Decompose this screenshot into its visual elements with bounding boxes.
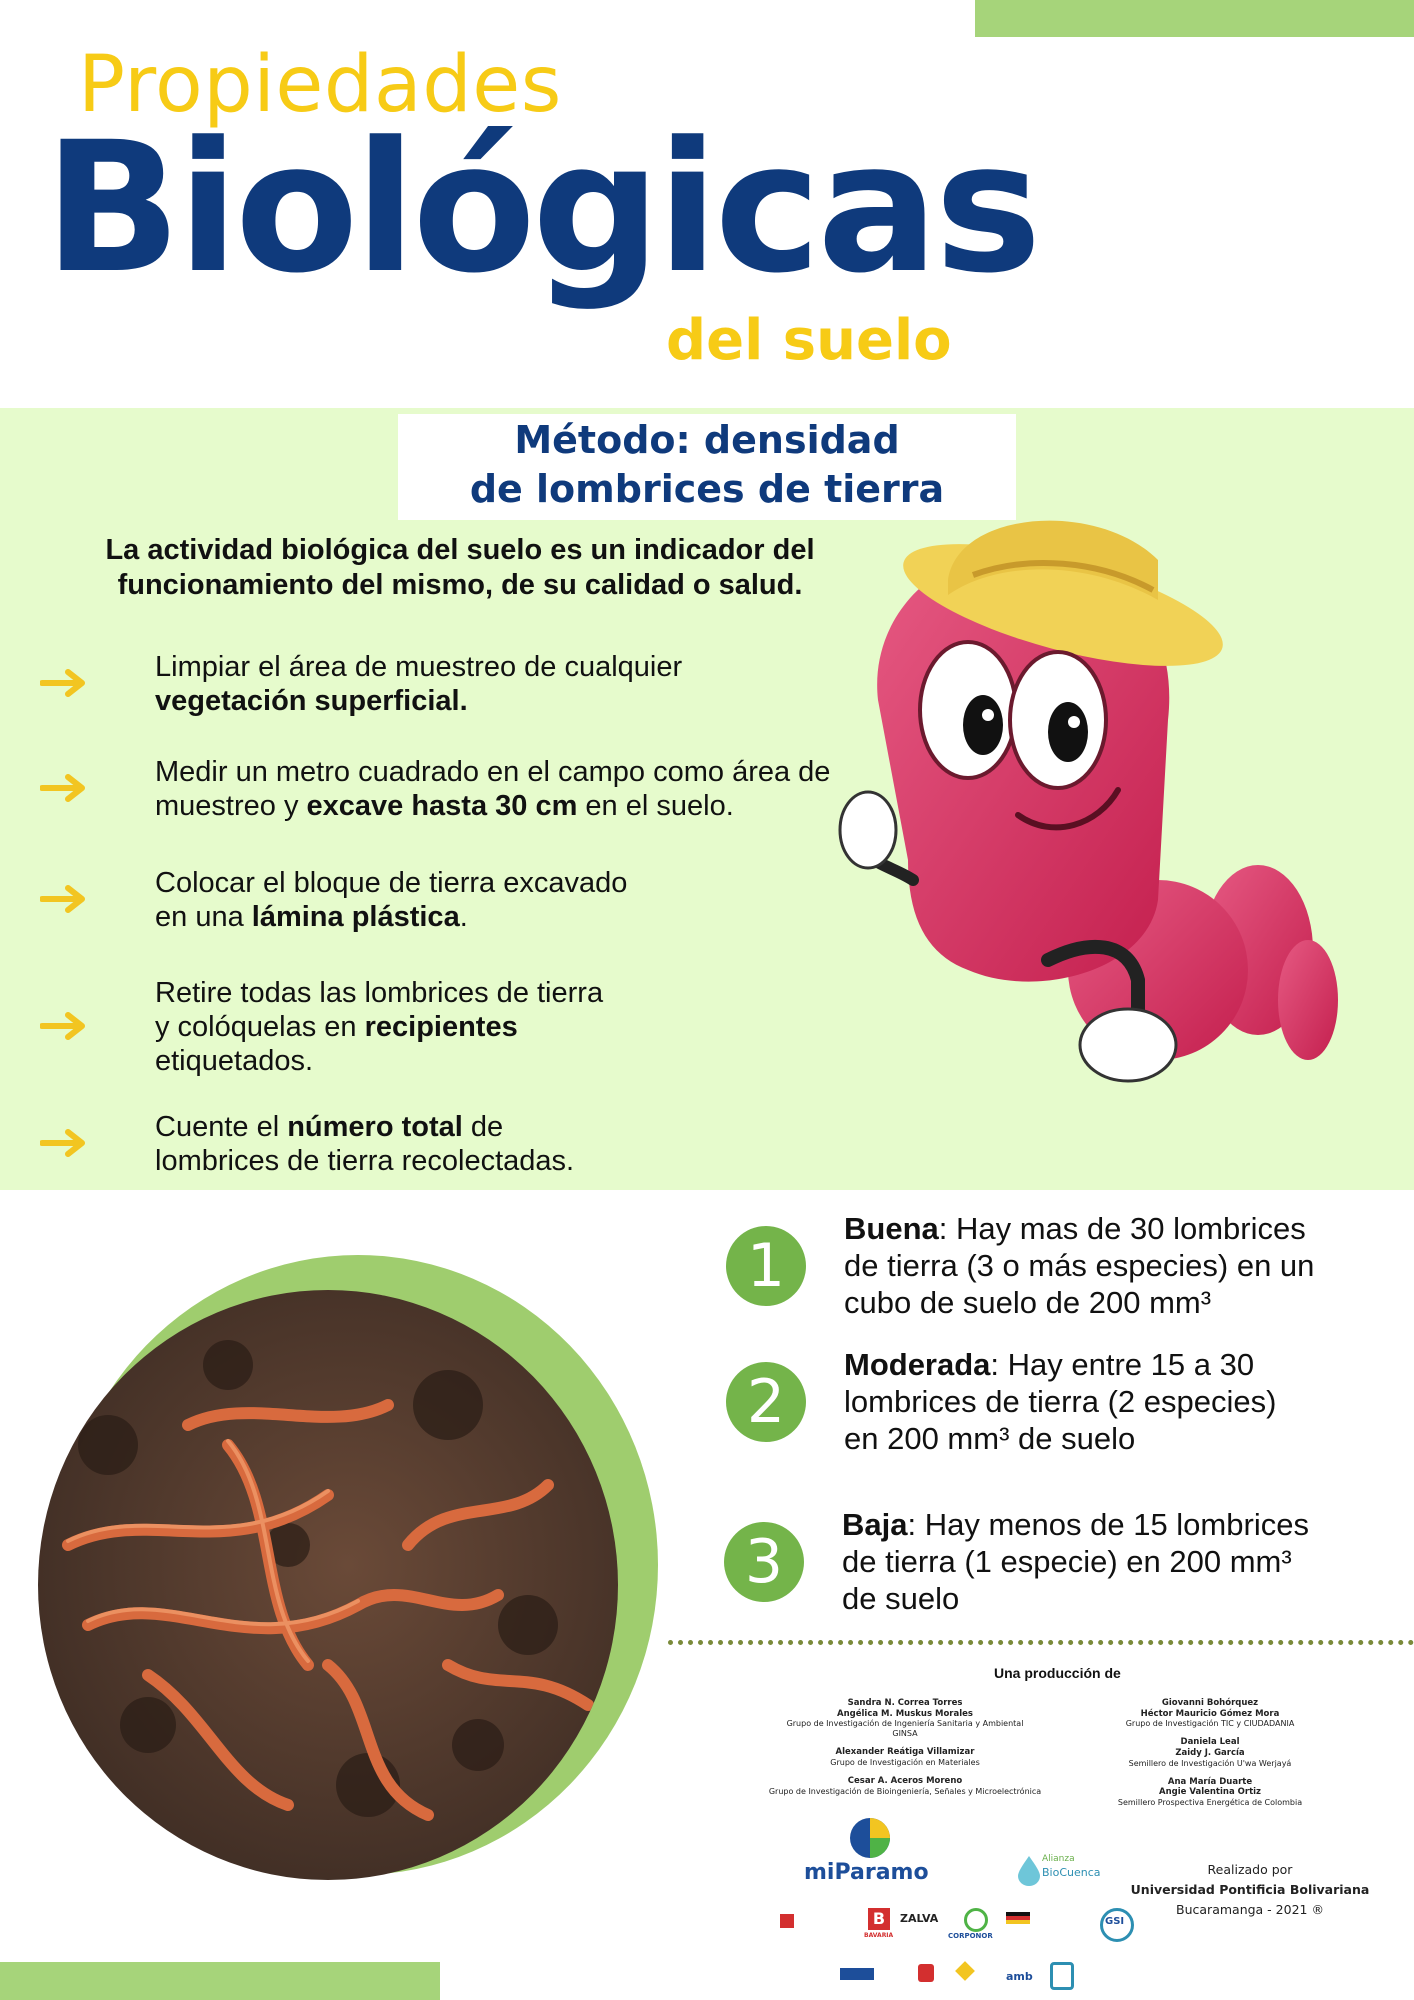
shield-icon	[918, 1964, 934, 1982]
step-4-text	[155, 976, 603, 1079]
level-moderate	[726, 1346, 1364, 1458]
credit-group: Grupo de Investigación TIC y CIUDADANIA	[1125, 1719, 1295, 1729]
arrow-right-icon	[40, 1003, 100, 1051]
credit-group: Grupo de Investigación de Bioingeniería, Señales y Microelectrónica	[768, 1786, 1042, 1796]
level-moderate-text3: en 200 mm³ de suelo	[844, 1421, 1136, 1457]
step-2-text	[155, 755, 830, 823]
institution-logo	[1050, 1962, 1074, 1990]
level-low-text	[842, 1506, 1362, 1618]
bavaria-logo-text: BAVARIA	[864, 1932, 894, 1939]
bottom-accent-bar	[0, 1962, 440, 2000]
credit-name: Angélica M. Muskus Morales	[837, 1708, 973, 1719]
level-low-text3: de suelo	[842, 1581, 960, 1617]
step-1	[40, 650, 860, 718]
level-low-label: Baja	[842, 1507, 908, 1542]
intro-line2: funcionamiento del mismo, de su calidad o salud.	[117, 568, 803, 601]
level-moderate-text	[844, 1346, 1364, 1458]
zalva-logo: ZALVA	[900, 1912, 939, 1925]
level-low	[724, 1506, 1362, 1618]
earthworms-soil-photo	[28, 1245, 668, 1885]
step-1-text-b: vegetación superficial.	[155, 685, 468, 718]
level-good	[726, 1210, 1364, 1322]
title-biologicas: Biológicas	[44, 104, 1038, 313]
amb-logo: amb	[1006, 1970, 1033, 1983]
realizado-line2: Universidad Pontificia Bolivariana	[1130, 1882, 1370, 1897]
realizado-line3: Bucaramanga - 2021 ®	[1176, 1902, 1324, 1917]
credit-name: Cesar A. Aceros Moreno	[847, 1775, 963, 1786]
credit-name: Angie Valentina Ortiz	[1159, 1787, 1261, 1798]
step-4-text-a: Retire todas las lombrices de tierra	[155, 977, 604, 1009]
level-moderate-label: Moderada	[844, 1347, 991, 1382]
step-5-text-b: número total	[287, 1111, 463, 1143]
step-3	[40, 866, 860, 934]
biocuenca-text-2: BioCuenca	[1042, 1866, 1101, 1879]
level-moderate-text1: : Hay entre 15 a 30	[990, 1347, 1255, 1382]
sponsor-logos-row-2	[810, 1960, 1090, 1992]
level-good-label: Buena	[844, 1211, 939, 1246]
biocuenca-logo	[1018, 1852, 1101, 1888]
dotted-divider	[668, 1640, 1414, 1645]
level-good-text1: : Hay mas de 30 lombrices	[938, 1211, 1306, 1246]
credit-name: Zaidy J. García	[1175, 1747, 1245, 1758]
level-good-text	[844, 1210, 1364, 1322]
realizado-por	[1130, 1860, 1370, 1920]
emblem-icon	[955, 1961, 975, 1981]
biocuenca-text-1: Alianza	[1042, 1854, 1075, 1864]
credit-block	[760, 1747, 1050, 1768]
arrow-right-icon	[40, 876, 100, 924]
credit-block	[1100, 1777, 1320, 1808]
level-good-text2: de tierra (3 o más especies) en un	[844, 1248, 1315, 1284]
swiss-flag-icon	[780, 1914, 794, 1928]
miparamo-logo	[800, 1816, 950, 1886]
water-drop-icon	[1018, 1856, 1040, 1886]
miparamo-logo-mark	[840, 1816, 900, 1860]
arrow-right-icon	[40, 1120, 100, 1168]
credit-group: Semillero de Investigación U'wa Werjayá	[1128, 1758, 1292, 1768]
method-title-line2: de lombrices de tierra	[469, 467, 945, 512]
credit-group: GINSA	[892, 1729, 918, 1739]
method-title-line1: Método: densidad	[514, 418, 900, 462]
credit-name: Giovanni Bohórquez	[1161, 1698, 1259, 1708]
corponor-logo-mark	[964, 1908, 988, 1932]
germany-flag-gold	[1006, 1920, 1030, 1924]
intro-line1: La actividad biológica del suelo es un indicador del	[105, 534, 815, 566]
step-2	[40, 755, 860, 823]
credit-group: Grupo de Investigación de Ingeniería Sanitaria y Ambiental	[786, 1719, 1024, 1729]
credits-right	[1100, 1698, 1320, 1808]
credits-left	[760, 1698, 1050, 1797]
step-1-text-a: Limpiar el área de muestreo de cualquier	[155, 651, 683, 683]
step-2-text-b: muestreo y	[155, 790, 307, 823]
government-logo	[840, 1968, 874, 1980]
bavaria-logo-mark: B	[868, 1908, 890, 1930]
credit-group: Semillero Prospectiva Energética de Colombia	[1117, 1797, 1303, 1807]
step-1-text	[155, 650, 682, 718]
level-number-badge: 1	[726, 1226, 806, 1306]
step-2-text-c: excave hasta 30 cm	[306, 790, 578, 823]
sponsor-logos-row	[780, 1908, 1140, 1948]
level-low-text2: de tierra (1 especie) en 200 mm³	[842, 1544, 1292, 1580]
step-5-text-d: lombrices de tierra recolectadas.	[155, 1145, 575, 1178]
realizado-line1: Realizado por	[1207, 1862, 1293, 1877]
step-3-text-c: lámina plástica	[251, 901, 460, 934]
arrow-right-icon	[40, 660, 100, 708]
step-5-text-a: Cuente el	[155, 1111, 288, 1143]
credit-name: Daniela Leal	[1180, 1737, 1240, 1748]
title-del-suelo: del suelo	[666, 308, 952, 373]
title-propiedades: Propiedades	[78, 40, 562, 130]
intro-text	[70, 533, 850, 602]
step-3-text	[155, 866, 627, 934]
step-4-text-d: etiquetados.	[155, 1045, 314, 1078]
step-4-text-b: y colóquelas en	[155, 1011, 365, 1044]
credit-group: Grupo de Investigación en Materiales	[830, 1757, 980, 1767]
credit-block	[760, 1698, 1050, 1739]
corponor-logo-text: CORPONOR	[948, 1932, 993, 1940]
credit-block	[1100, 1698, 1320, 1729]
credit-block	[1100, 1737, 1320, 1768]
step-3-text-d: .	[459, 901, 468, 934]
step-4-text-c: recipientes	[364, 1011, 518, 1044]
step-5	[40, 1110, 860, 1178]
gsi-logo-text: GSI	[1105, 1916, 1125, 1927]
credits-heading: Una producción de	[994, 1665, 1121, 1681]
level-number-badge: 2	[726, 1362, 806, 1442]
step-3-text-a: Colocar el bloque de tierra excavado	[155, 867, 628, 899]
credit-name: Héctor Mauricio Gómez Mora	[1140, 1708, 1280, 1719]
step-4	[40, 976, 860, 1079]
step-5-text	[155, 1110, 574, 1178]
arrow-right-icon	[40, 765, 100, 813]
level-low-text1: : Hay menos de 15 lombrices	[907, 1507, 1309, 1542]
credit-name: Alexander Reátiga Villamizar	[835, 1747, 975, 1758]
credit-name: Ana María Duarte	[1167, 1776, 1253, 1787]
step-2-text-a: Medir un metro cuadrado en el campo como área de	[155, 756, 831, 788]
level-good-text3: cubo de suelo de 200 mm³	[844, 1285, 1212, 1321]
worm-mascot-illustration	[838, 500, 1368, 1120]
top-accent-bar	[975, 0, 1414, 37]
step-3-text-b: en una	[155, 901, 252, 934]
step-5-text-c: de	[462, 1111, 504, 1143]
miparamo-logo-text: miParamo	[804, 1860, 929, 1885]
level-moderate-text2: lombrices de tierra (2 especies)	[844, 1384, 1277, 1420]
level-number-badge: 3	[724, 1522, 804, 1602]
credit-name: Sandra N. Correa Torres	[847, 1698, 963, 1708]
step-2-text-d: en el suelo.	[577, 790, 734, 823]
credit-block	[760, 1776, 1050, 1797]
